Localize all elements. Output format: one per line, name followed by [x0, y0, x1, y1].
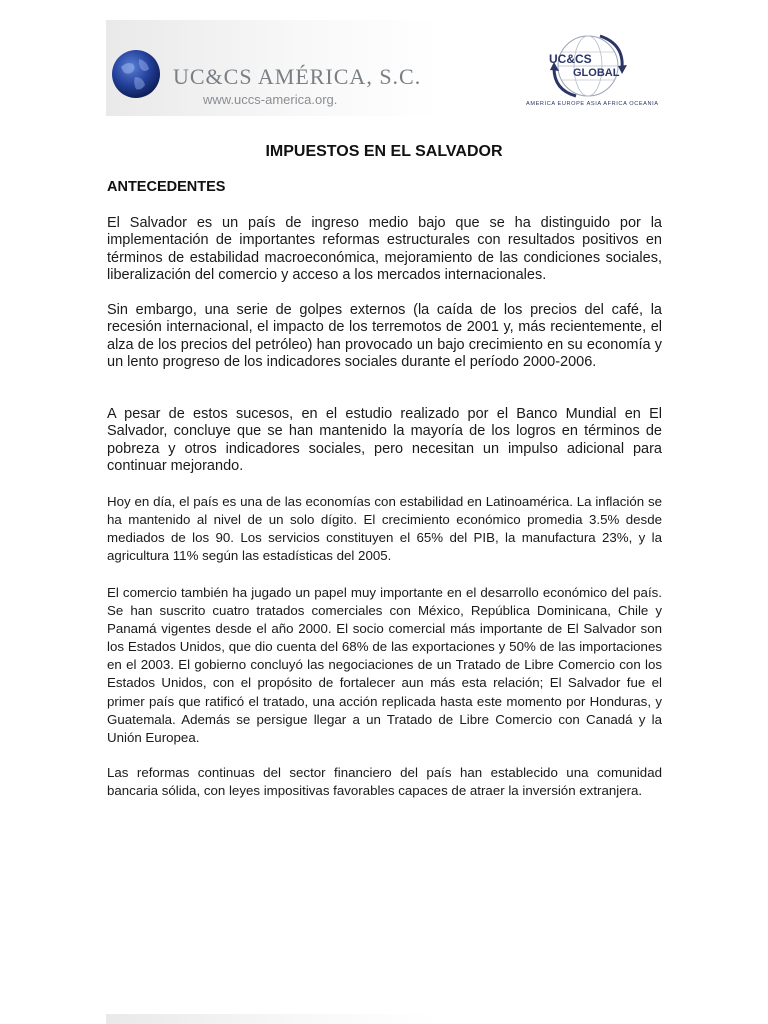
- company-website: www.uccs-america.org.: [203, 92, 338, 107]
- paragraph: Las reformas continuas del sector financiero del país han establecido una comunidad bancaria sólida, con leyes impositivas favorables capaces de atraer la inversión extranjera.: [107, 765, 662, 799]
- logo-text-secondary: GLOBAL: [573, 67, 620, 79]
- document-title: IMPUESTOS EN EL SALVADOR: [265, 143, 503, 160]
- logo-text-primary: UC&CS: [549, 52, 592, 66]
- paragraph: El Salvador es un país de ingreso medio bajo que se ha distinguido por la implementación de importantes reformas estructurales con resultados positivos en términos de estabilidad macroeconómica, mejoramiento de las condiciones sociales, liberalización del comercio y acceso a los mercados internacionales.: [107, 215, 662, 283]
- paragraph: A pesar de estos sucesos, en el estudio realizado por el Banco Mundial en El Salvador, concluye que se han mantenido la mayoría de los logros en términos de pobreza y otros indicadores sociales, pero necesitan un impulso adicional para continuar mejorando.: [107, 406, 662, 474]
- paragraph: El comercio también ha jugado un papel muy importante en el desarrollo económico del país. Se han suscrito cuatro tratados comerciales con México, República Dominicana, Chile y Panamá vigentes desde el año 2000. El socio comercial más importante de El Salvador son los Estados Unidos, que dio cuenta del 68% de las exportaciones y 50% de las importaciones en el 2003. El gobierno concluyó las negociaciones de un Tratado de Libre Comercio con los Estados Unidos, con el propósito de fortalecer aun más esta relación; El Salvador fue el primer país que ratificó el tratado, una acción replicada hasta este momento por Honduras, y Guatemala. Además se persigue llegar a un Tratado de Libre Comercio con Canadá y la Unión Europea.: [107, 585, 662, 745]
- logo-regions: AMERICA EUROPE ASIA AFRICA OCEANIA: [526, 101, 659, 107]
- globe-icon: [111, 49, 161, 99]
- paragraph: Sin embargo, una serie de golpes externos (la caída de los precios del café, la recesión internacional, el impacto de los terremotos de 2001 y, más recientemente, el alza de los precios del petróleo) han provocado un bajo crecimiento en su economía y un lento progreso de los indicadores sociales durante el período 2000-2006.: [107, 302, 662, 370]
- section-heading: ANTECEDENTES: [107, 179, 226, 195]
- paragraph: Hoy en día, el país es una de las economías con estabilidad en Latinoamérica. La inflación se ha mantenido al nivel de un solo dígito. El crecimiento económico promedia 3.5% desde mediados de los 90. Los servicios constituyen el 65% del PIB, la manufactura 23%, y la agricultura 11% según las estadísticas del 2005.: [107, 494, 662, 564]
- next-page-edge: [106, 1014, 662, 1024]
- company-name: UC&CS AMÉRICA, S.C.: [173, 64, 422, 89]
- letterhead: [106, 20, 662, 116]
